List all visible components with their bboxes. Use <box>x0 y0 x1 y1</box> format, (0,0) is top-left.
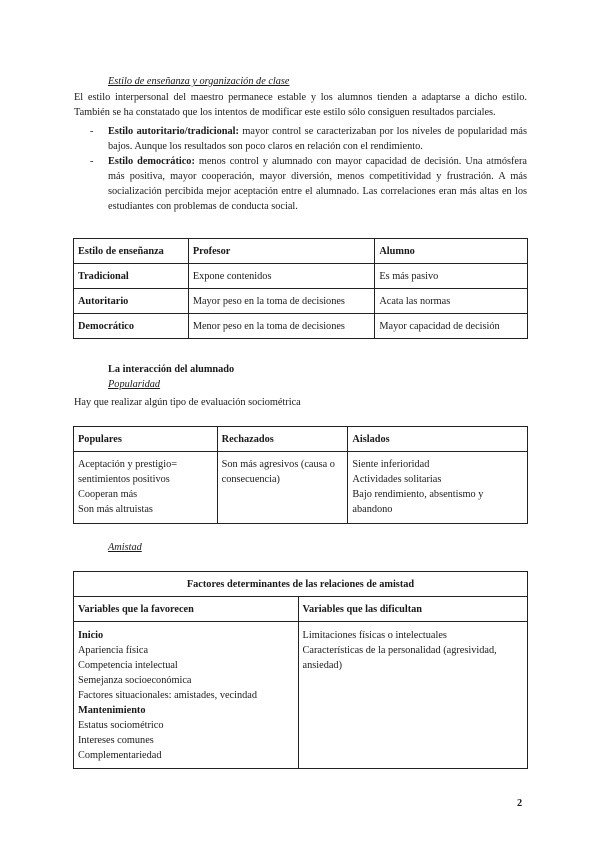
table-row <box>74 622 528 769</box>
table-header-row <box>74 427 528 452</box>
list-item: Apariencia física <box>78 645 149 656</box>
bullet-dash: - <box>90 156 94 167</box>
table-cell: Es más pasivo <box>375 264 528 289</box>
section-title-interaccion: La interacción del alumnado <box>108 364 235 375</box>
subtitle-amistad: Amistad <box>108 542 142 553</box>
inicio-label: Inicio <box>78 630 104 641</box>
bullet-text: menos control y alumnado con mayor capacidad de decisión. Una atmósfera más positiva, mayor cooperación, mayor diversión, menos competitividad y frustración. A más socialización percibida mejor aceptación entre el alumnado. Las correlaciones eran más altas en los estudiantes con problemas de conducta social. <box>108 156 527 212</box>
list-item: Semejanza socioeconómica <box>78 675 192 686</box>
list-item: ansiedad) <box>302 660 342 671</box>
list-item: Son más agresivos (causa o <box>221 459 335 470</box>
list-item: Intereses comunes <box>78 735 154 746</box>
teaching-style-table <box>73 238 528 339</box>
list-item: Cooperan más <box>78 489 138 500</box>
table-row <box>74 314 528 339</box>
populares-cell <box>74 452 218 524</box>
list-item: abandono <box>352 504 393 515</box>
section-title-estilo: Estilo de enseñanza y organización de clase <box>108 76 290 87</box>
bullet-autoritario <box>90 124 527 154</box>
list-item: Estatus sociométrico <box>78 720 164 731</box>
header-cell: Profesor <box>188 239 375 264</box>
intro-paragraph: El estilo interpersonal del maestro permanece estable y los alumnos tienden a adaptarse a dicho estilo. También se ha constatado que los intentos de modificar este estilo sólo consiguen resultados parciales. <box>74 92 527 118</box>
subtitle-popularidad: Popularidad <box>108 379 161 390</box>
table-header-row <box>74 239 528 264</box>
aislados-cell <box>348 452 528 524</box>
list-item: Aceptación y prestigio= <box>78 459 178 470</box>
table-header-row <box>74 597 528 622</box>
list-item: consecuencia) <box>221 474 280 485</box>
list-item: Bajo rendimiento, absentismo y <box>352 489 484 500</box>
popularity-table <box>73 426 528 524</box>
list-item: Actividades solitarias <box>352 474 442 485</box>
header-cell: Alumno <box>375 239 528 264</box>
list-item: Complementariedad <box>78 750 162 761</box>
header-cell: Variables que la favorecen <box>74 597 299 622</box>
bullet-democratico <box>90 154 527 214</box>
row-label: Democrático <box>74 314 189 339</box>
list-item: Siente inferioridad <box>352 459 430 470</box>
table-cell: Menor peso en la toma de decisiones <box>188 314 375 339</box>
table-cell: Acata las normas <box>375 289 528 314</box>
row-label: Autoritario <box>74 289 189 314</box>
rechazados-cell <box>217 452 348 524</box>
bullet-bold-label: Estilo democrático: <box>108 156 195 167</box>
header-cell: Rechazados <box>217 427 348 452</box>
list-item: Limitaciones físicas o intelectuales <box>302 630 447 641</box>
mantenimiento-label: Mantenimiento <box>78 705 146 716</box>
table-cell: Expone contenidos <box>188 264 375 289</box>
popularidad-intro: Hay que realizar algún tipo de evaluación sociométrica <box>74 397 301 408</box>
bullet-text: mayor control se caracterizaban por los niveles de popularidad más bajos. Aunque los resultados son poco claros en relación con el rendimiento. <box>108 126 527 152</box>
header-cell: Estilo de enseñanza <box>74 239 189 264</box>
header-cell: Variables que las dificultan <box>298 597 527 622</box>
table-row <box>74 452 528 524</box>
table-caption-row <box>74 572 528 597</box>
header-cell: Populares <box>74 427 218 452</box>
table-cell: Mayor capacidad de decisión <box>375 314 528 339</box>
table-row <box>74 289 528 314</box>
list-item: Características de la personalidad (agresividad, <box>302 645 497 656</box>
row-label: Tradicional <box>74 264 189 289</box>
page-number: 2 <box>517 798 523 809</box>
table-cell: Mayor peso en la toma de decisiones <box>188 289 375 314</box>
bullet-dash: - <box>90 126 94 137</box>
bullet-bold-label: Estilo autoritario/tradicional: <box>108 126 239 137</box>
header-cell: Aislados <box>348 427 528 452</box>
list-item: sentimientos positivos <box>78 474 170 485</box>
list-item: Factores situacionales: amistades, vecindad <box>78 690 257 701</box>
table-row <box>74 264 528 289</box>
table-caption: Factores determinantes de las relaciones de amistad <box>74 572 528 597</box>
list-item: Competencia intelectual <box>78 660 178 671</box>
friendship-factors-table <box>73 571 528 769</box>
style-bullet-list <box>90 124 527 214</box>
favorecen-cell <box>74 622 299 769</box>
list-item: Son más altruistas <box>78 504 153 515</box>
dificultan-cell <box>298 622 527 769</box>
